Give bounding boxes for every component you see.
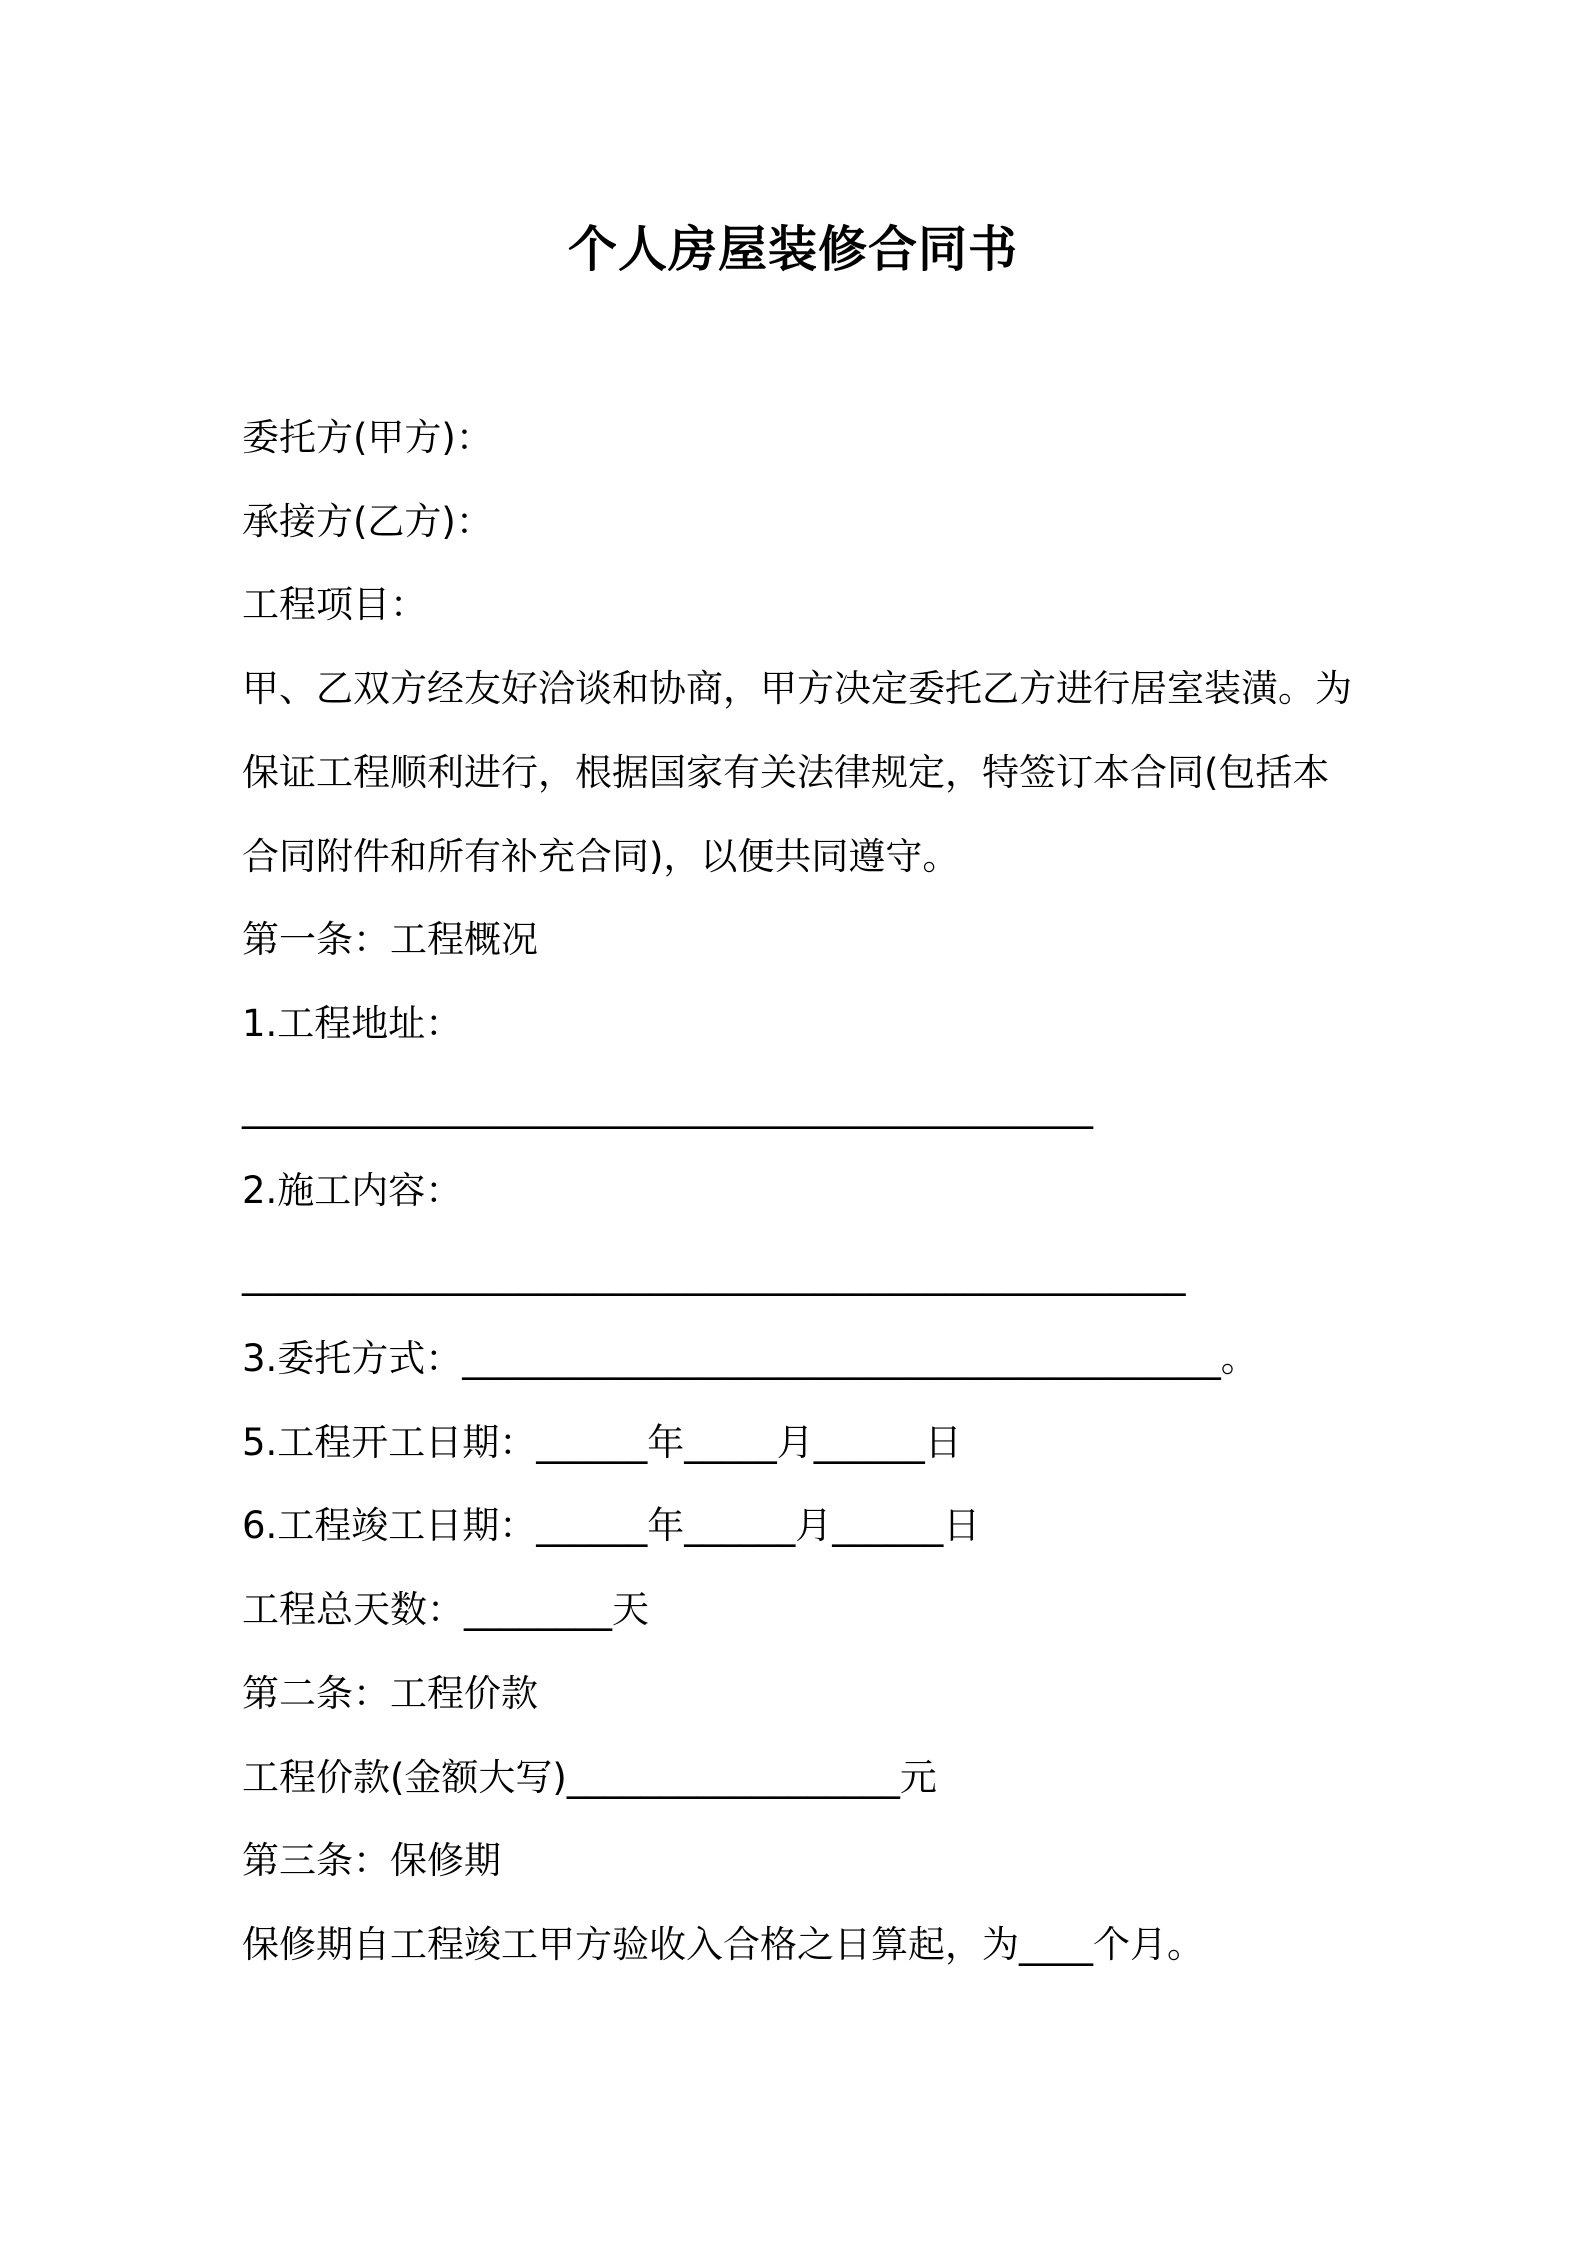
start-date-line: 5.工程开工日期：______年_____月______日 [242,1421,962,1464]
project-line: 工程项目： [242,583,427,626]
party-a-line: 委托方(甲方)： [242,416,493,459]
price-line: 工程价款(金额大写)__________________元 [242,1756,937,1799]
commission-method-line: 3.委托方式：_________________________________________。 [242,1337,1258,1380]
address-blank: ______________________________________________ [242,1086,1093,1129]
content-label: 2.施工内容： [242,1169,463,1212]
content-blank: ___________________________________________________ [242,1253,1186,1296]
preamble-line-2: 保证工程顺利进行，根据国家有关法律规定，特签订本合同(包括本 [242,751,1330,794]
total-days-line: 工程总天数：________天 [242,1588,649,1631]
document-title: 个人房屋装修合同书 [567,221,1018,278]
article-1-heading: 第一条：工程概况 [242,918,538,961]
preamble-line-1: 甲、乙双方经友好洽谈和协商，甲方决定委托乙方进行居室装潢。为 [242,667,1352,710]
completion-date-line: 6.工程竣工日期：______年______月______日 [242,1504,981,1547]
article-2-heading: 第二条：工程价款 [242,1672,538,1715]
address-label: 1.工程地址： [242,1002,463,1045]
preamble-line-3: 合同附件和所有补充合同)，以便共同遵守。 [242,835,960,878]
article-3-heading: 第三条：保修期 [242,1839,501,1882]
warranty-line: 保修期自工程竣工甲方验收入合格之日算起，为____个月。 [242,1923,1204,1966]
party-b-line: 承接方(乙方)： [242,500,493,543]
